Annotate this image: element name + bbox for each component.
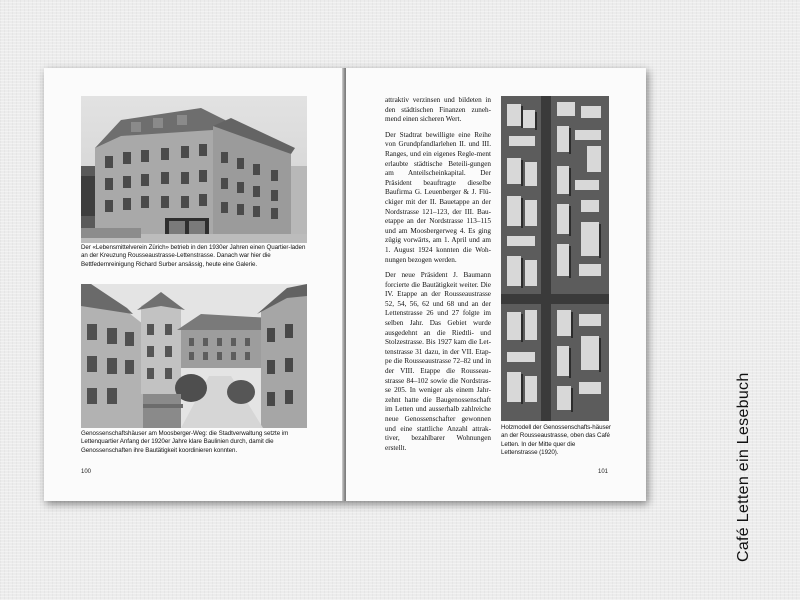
paragraph-2: Der Stadtrat bewilligte eine Reihe von Grundpfandlarlehen II. und III. Ranges, und ein eigenes Regle-ment erlaubte städtische Beteili-gungen am Anteilscheinkapital. Der Präsident beauftragte dieselbe Baufirma G. Leuenberger & J. Flü-ckiger mit der II. Bauetappe an der Nordstrasse 121–123, der III. Bau-etappe an der Nordstrasse 113–115 und am Moosbergerweg 4. Es ging zügig vorwärts, am 1. April und am 1. August 1924 konnten die Woh-nungen bezogen werden. <box>385 130 491 264</box>
photo-genossenschaft-houses <box>81 284 307 428</box>
open-book <box>44 68 646 501</box>
paragraph-1: attraktiv verzinsen und bildeten in den städtischen Finanzen zuneh-mend einen sicheren Wert. <box>385 96 491 124</box>
book-title-side-label: Café Letten ein Lesebuch <box>735 372 752 562</box>
photo2-caption: Genossenschaftshäuser am Moosberger-Weg: die Stadtverwaltung setzte im Lettenquartier Anfang der 1920er Jahre klare Baulinien durch, damit die Genossenschaften ihre Bautätigkeit koordinieren konnten. <box>81 430 289 454</box>
page-number-right: 101 <box>598 469 609 475</box>
model-photo-caption: Holzmodell der Genossenschafts-häuser an der Rousseaustrasse, oben das Café Letten. In der Mitte quer die Lettenstrasse (1920). <box>501 424 611 457</box>
photo-corner-building <box>81 96 307 243</box>
paragraph-3: Der neue Präsident J. Baumann forcierte die Bautätigkeit weiter. Die IV. Etappe an der Rousseaustrasse 52, 54, 56, 62 und 68 und an der Lettenstrasse 26 und 27 folgte im selben Jahr. Das Gebiet wurde ausgedehnt an die Riedtli- und Stolzestrasse. Bis 1927 kam die Let-tenstrasse 31 dazu, in der VII. Etap-pe die Rousseaustrasse 72–82 und in der VIII. Etappe die Rousseau-strasse 84–102 sowie die Nordstras-se 205. In weniger als einem Jahr-zehnt hatte die Baugenossenschaft im Letten und ausserhalb zahlreiche neue Genossenschafter gewonnen und eine stattliche Anzahl attrak-tiver, bezahlbarer Wohnungen erstellt. <box>385 271 491 452</box>
body-text <box>385 96 491 459</box>
page-number-left: 100 <box>81 469 92 475</box>
left-page <box>44 68 344 501</box>
right-page <box>346 68 646 501</box>
photo-wooden-model <box>501 96 609 421</box>
photo1-caption: Der «Lebensmittelverein Zürich» betrieb in den 1930er Jahren einen Quartier-laden an der Kreuzung Rousseaustrasse-Lettenstrasse. Danach war hier die Bettfedernreinigung Richard Surber ansässig, heute eine Galerie. <box>81 244 306 268</box>
